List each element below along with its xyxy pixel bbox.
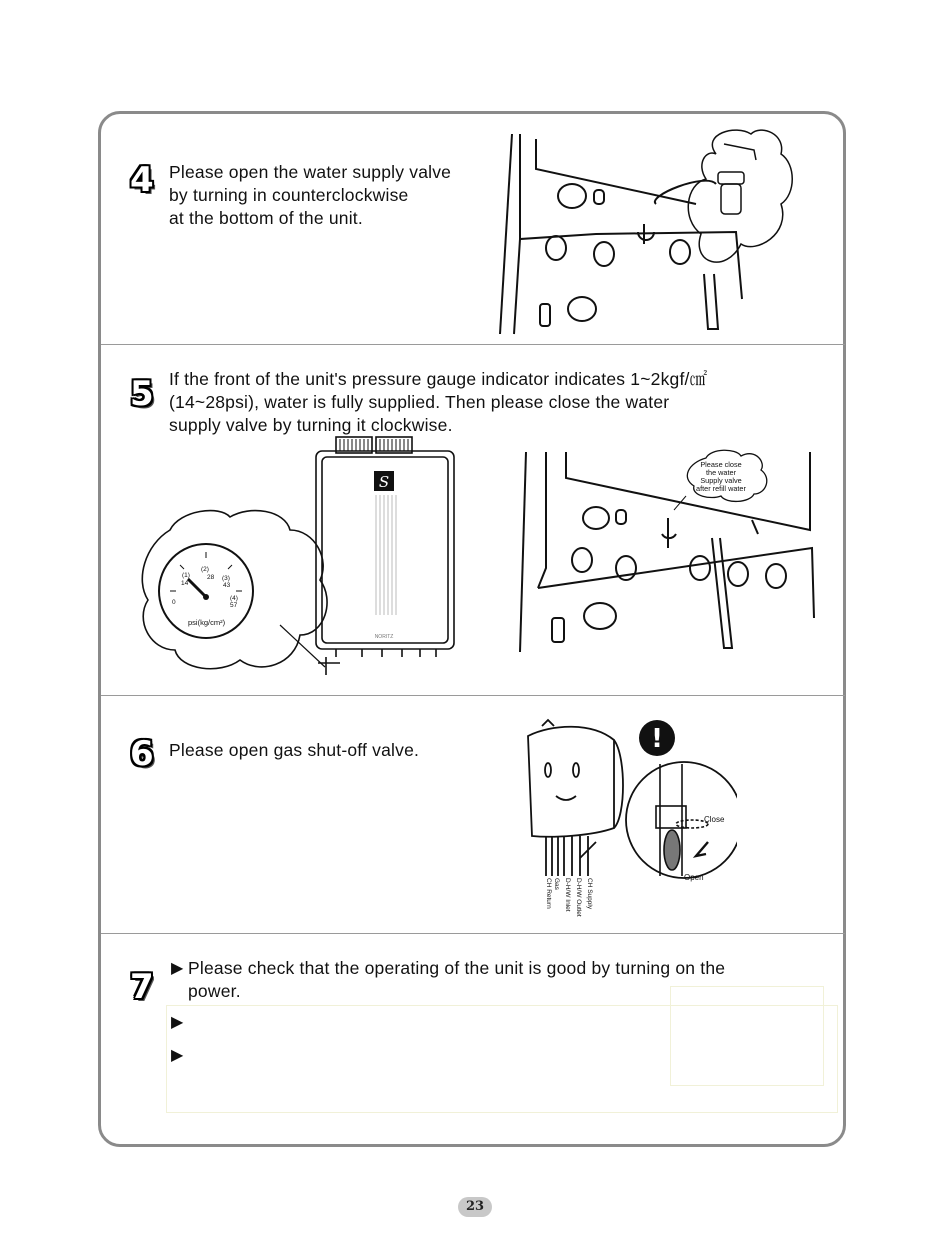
gauge-label: (1)	[182, 572, 190, 579]
step-7-text	[188, 957, 725, 1003]
gauge-label: (4)	[230, 595, 238, 602]
pipe-label: D-H/W Outlet	[575, 878, 582, 917]
step-7-number: 7	[130, 967, 154, 1007]
step-4-text	[169, 161, 451, 230]
bullet-arrow-icon: ▶	[171, 1014, 184, 1031]
bullet-arrow-icon: ▶	[171, 960, 184, 977]
step-5-line: supply valve by turning it clockwise.	[169, 415, 453, 435]
close-label: Close	[704, 815, 725, 824]
step-5-valve-illustration	[516, 448, 826, 654]
callout-line: Please close	[700, 460, 742, 469]
step-5-line: If the front of the unit's pressure gauge indicator indicates 1~2kgf/㎠	[169, 369, 708, 389]
brand-name: NORITZ	[374, 634, 394, 640]
pipe-label: Gas	[553, 878, 560, 890]
page-number: 23	[458, 1197, 492, 1217]
divider-2	[101, 695, 845, 696]
gauge-label: (2)	[201, 566, 209, 573]
step-4-illustration	[496, 124, 796, 336]
step-6-line: Please open gas shut-off valve.	[169, 740, 420, 760]
pipe-label: D-H/W Inlet	[564, 878, 571, 912]
step-7-line: power.	[188, 981, 241, 1001]
brand-letter: S	[378, 473, 390, 491]
bullet-arrow-icon: ▶	[171, 1047, 184, 1064]
gauge-label: 28	[207, 574, 215, 581]
open-label: Open	[684, 873, 704, 882]
step-4-line: at the bottom of the unit.	[169, 208, 363, 228]
step-5-number: 5	[130, 374, 154, 414]
gauge-label: (3)	[222, 575, 230, 582]
callout-line: the water	[705, 468, 737, 477]
step-5-line: (14~28psi), water is fully supplied. Then please close the water	[169, 392, 670, 412]
gauge-label: 14	[181, 580, 189, 587]
water-heater-illustration	[310, 435, 460, 680]
step-6-illustration	[522, 716, 737, 931]
step-6-number: 6	[130, 734, 154, 774]
step-7-line: Please check that the operating of the unit is good by turning on the	[188, 958, 726, 978]
divider-3	[101, 933, 845, 934]
step-4-line: Please open the water supply valve	[169, 162, 452, 182]
step-6-text	[169, 739, 419, 762]
gauge-unit: psi(kg/cm²)	[188, 618, 226, 627]
callout-line: after refill water	[696, 484, 746, 493]
svg-text:!: !	[651, 724, 663, 754]
blank-area	[670, 986, 824, 1086]
divider-1	[101, 344, 845, 345]
step-4-line: by turning in counterclockwise	[169, 185, 409, 205]
step-5-text	[169, 368, 707, 437]
step-4-number: 4	[130, 160, 154, 200]
pipe-label: CH Supply	[586, 878, 593, 910]
gauge-label: 0	[172, 599, 176, 606]
gauge-label: 57	[230, 602, 238, 609]
pipe-label: CH Return	[545, 878, 552, 909]
gauge-label: 43	[223, 582, 231, 589]
callout-line: Supply valve	[700, 476, 742, 485]
